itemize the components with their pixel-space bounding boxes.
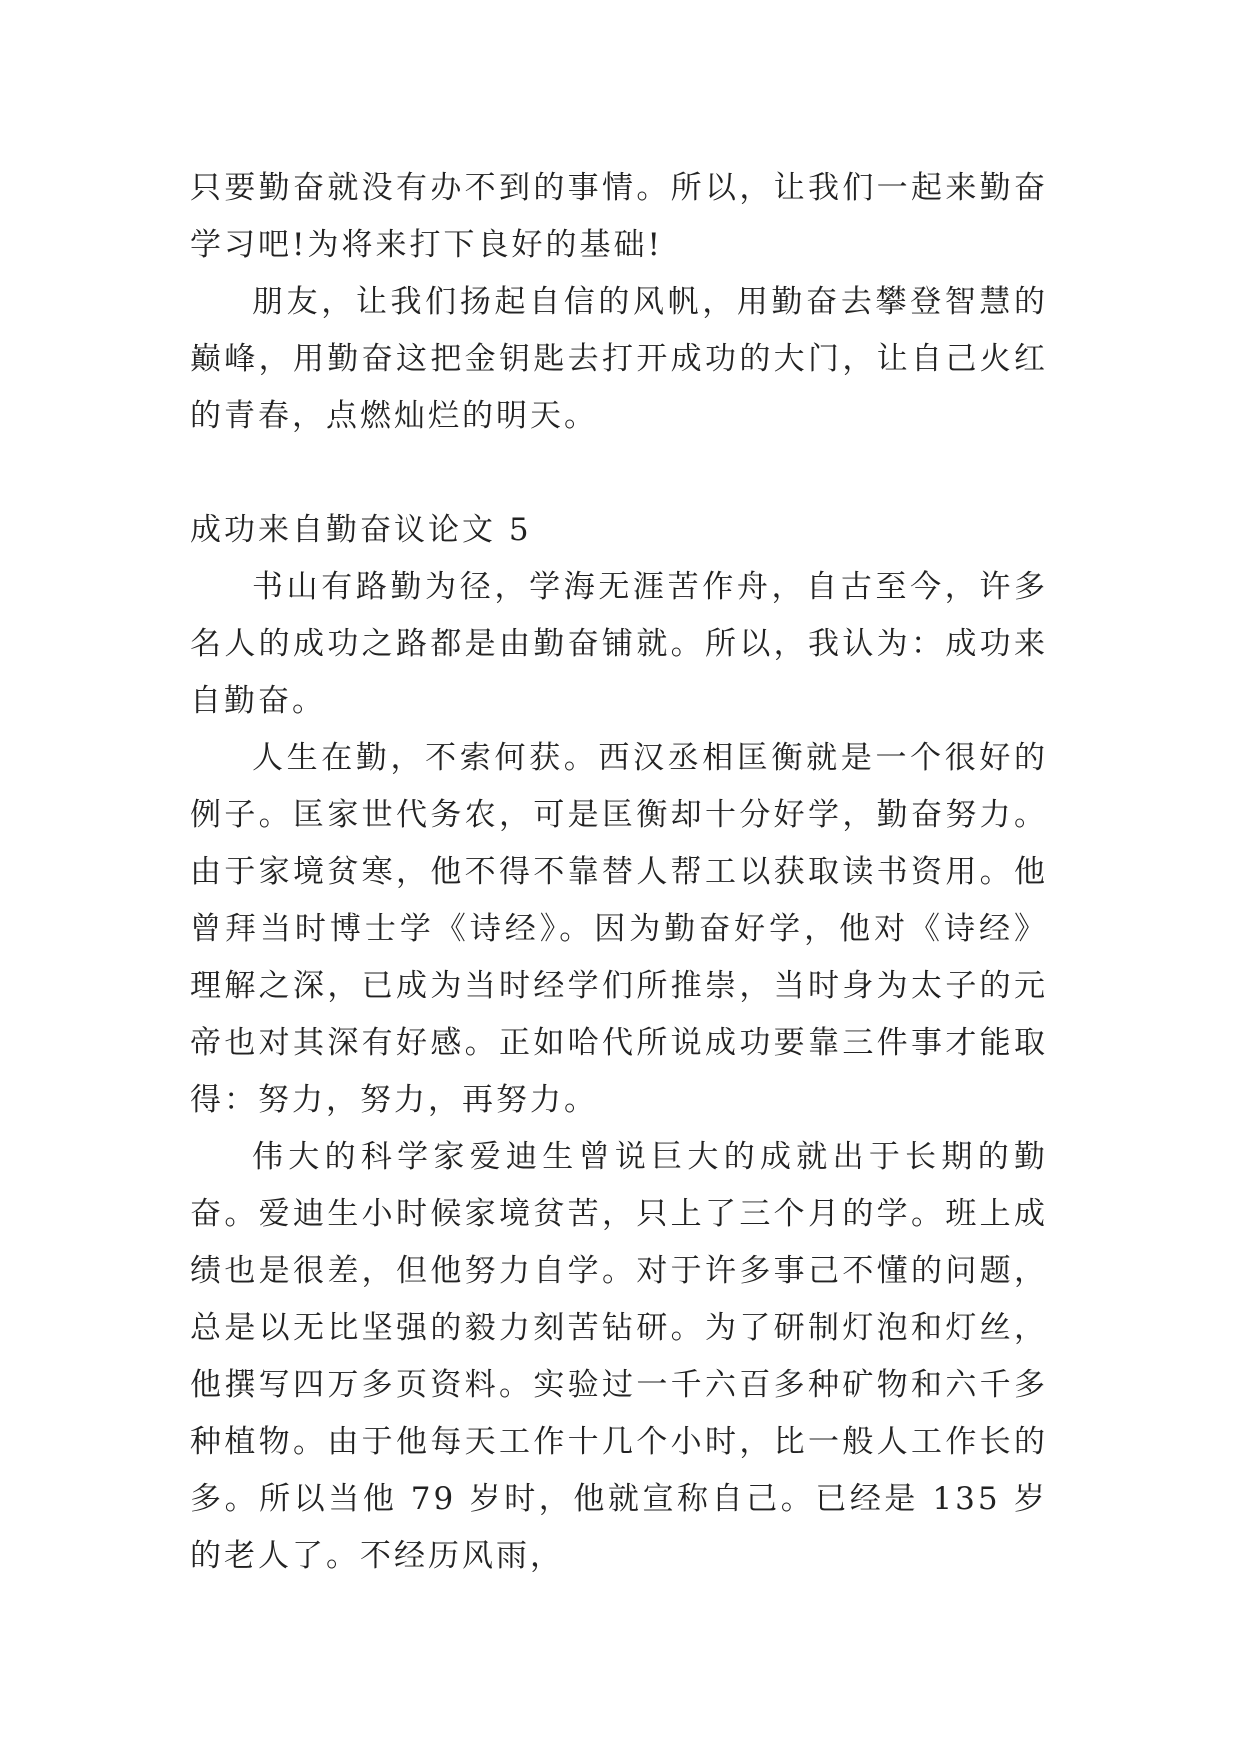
paragraph-continuation: 只要勤奋就没有办不到的事情。所以，让我们一起来勤奋学习吧!为将来打下良好的基础! [190,170,1048,263]
document-body [190,160,1048,1585]
paragraph-closing: 朋友，让我们扬起自信的风帆，用勤奋去攀登智慧的巅峰，用勤奋这把金钥匙去打开成功的大门，让自己火红的青春，点燃灿烂的明天。 [190,284,1048,434]
paragraph-example-edison: 伟大的科学家爱迪生曾说巨大的成就出于长期的勤奋。爱迪生小时候家境贫苦，只上了三个月的学。班上成绩也是很差，但他努力自学。对于许多事己不懂的问题，总是以无比坚强的毅力刻苦钻研。为了研制灯泡和灯丝，他撰写四万多页资料。实验过一千六百多种矿物和六千多种植物。由于他每天工作十几个小时，比一般人工作长的多。所以当他 79 岁时，他就宣称自己。已经是 135 岁的老人了。不经历风雨， [190,1139,1048,1574]
paragraph-example-kuangheng: 人生在勤，不索何获。西汉丞相匡衡就是一个很好的例子。匡家世代务农，可是匡衡却十分好学，勤奋努力。由于家境贫寒，他不得不靠替人帮工以获取读书资用。他曾拜当时博士学《诗经》。因为勤奋好学，他对《诗经》理解之深，已成为当时经学们所推崇，当时身为太子的元帝也对其深有好感。正如哈代所说成功要靠三件事才能取得：努力，努力，再努力。 [190,740,1048,1118]
paragraph-intro: 书山有路勤为径，学海无涯苦作舟，自古至今，许多名人的成功之路都是由勤奋铺就。所以，我认为：成功来自勤奋。 [190,569,1048,719]
section-heading: 成功来自勤奋议论文 5 [190,512,532,548]
